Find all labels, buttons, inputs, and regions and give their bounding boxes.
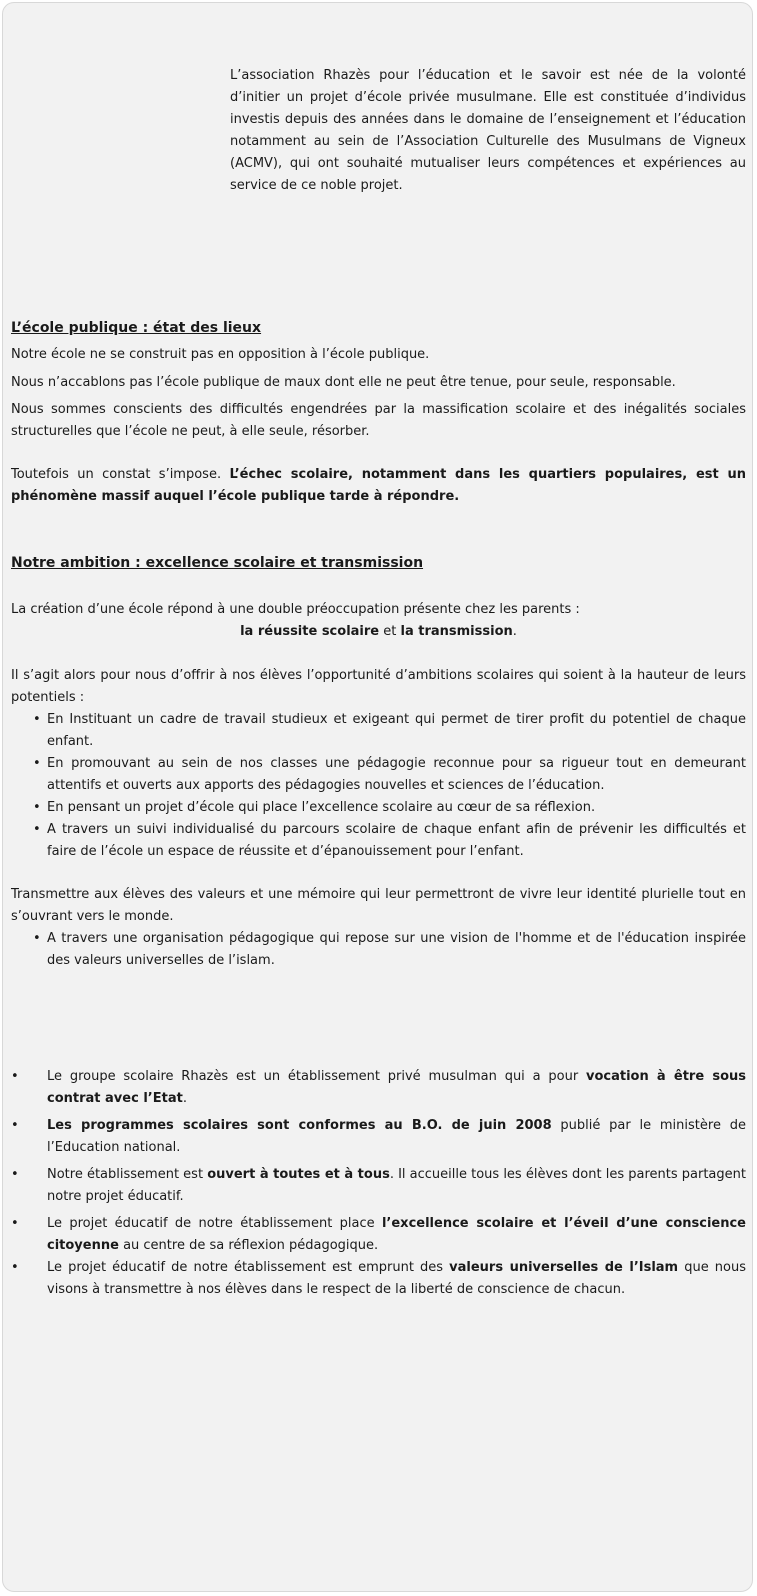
section-heading-ecole-publique: L’école publique : état des lieux xyxy=(11,320,262,336)
text: . Il accueille tous les élèves dont les parents partagent notre projet éducatif. xyxy=(47,1167,746,1204)
paragraph-centered xyxy=(11,621,746,643)
section-heading-ambition: Notre ambition : excellence scolaire et transmission xyxy=(11,555,424,571)
text: Toutefois un constat s’impose. xyxy=(11,467,230,482)
bold-text: vocation à être sous contrat avec l’Etat xyxy=(47,1069,746,1106)
list-item: • A travers une organisation pédagogique qui repose sur une vision de l'homme et de l'éducation inspirée des valeurs universelles de l’islam. xyxy=(47,928,746,972)
bold-text: Les programmes scolaires sont conformes au B.O. de juin 2008 xyxy=(47,1118,552,1133)
text: . xyxy=(182,1091,187,1106)
text: publié par le ministère de l’Education national. xyxy=(47,1118,746,1155)
text: au centre de sa réflexion pédagogique. xyxy=(118,1238,379,1253)
list-item xyxy=(47,1164,746,1208)
list-item xyxy=(47,1066,746,1110)
text: Le groupe scolaire Rhazès est un établissement privé musulman qui a pour xyxy=(47,1069,586,1084)
text: . xyxy=(512,624,517,639)
intro-paragraph: L’association Rhazès pour l’éducation et le savoir est née de la volonté d’initier un projet d’école privée musulmane. Elle est constituée d’individus investis depuis des années dans le domaine de l’enseignement et l’éducation notamment au sein de l’Association Culturelle des Musulmans de Vigneux (ACMV), qui ont souhaité mutualiser leurs compétences et expériences au service de ce noble projet. xyxy=(230,68,746,193)
transmission-list xyxy=(11,928,746,972)
paragraph-constat xyxy=(11,464,746,508)
paragraph: Nous sommes conscients des difficultés engendrées par la massification scolaire et des inégalités sociales structurelles que l’école ne peut, à elle seule, résorber. xyxy=(11,402,746,439)
school-facts-list xyxy=(11,1066,746,1301)
bold-text: ouvert à toutes et à tous xyxy=(207,1167,390,1182)
paragraph: La création d’une école répond à une double préoccupation présente chez les parents : xyxy=(11,602,580,617)
list-item xyxy=(47,1213,746,1257)
paragraph: Nous n’accablons pas l’école publique de maux dont elle ne peut être tenue, pour seule, responsable. xyxy=(11,375,676,390)
bold-text: la transmission xyxy=(400,624,513,639)
list-item: • En promouvant au sein de nos classes une pédagogie reconnue pour sa rigueur tout en demeurant attentifs et ouverts aux apports des pédagogies nouvelles et sciences de l’éducation. xyxy=(47,753,746,797)
paragraph: Notre école ne se construit pas en opposition à l’école publique. xyxy=(11,347,430,362)
text: Le projet éducatif de notre établissement place xyxy=(47,1216,382,1231)
bold-text: la réussite scolaire xyxy=(240,624,380,639)
text: que nous visons à transmettre à nos élèves dans le respect de la liberté de conscience de chacun. xyxy=(47,1260,746,1297)
list-item xyxy=(47,1257,746,1301)
bold-text: L’échec scolaire, notamment dans les quartiers populaires, est un phénomène massif auquel l’école publique tarde à répondre. xyxy=(11,467,746,504)
bold-text: valeurs universelles de l’Islam xyxy=(449,1260,679,1275)
list-item xyxy=(47,1115,746,1159)
bold-text: l’excellence scolaire et l’éveil d’une conscience citoyenne xyxy=(47,1216,746,1253)
list-item: • En pensant un projet d’école qui place l’excellence scolaire au cœur de sa réflexion. xyxy=(47,797,746,819)
ambition-list xyxy=(11,709,746,863)
text: Le projet éducatif de notre établissement est emprunt des xyxy=(47,1260,450,1275)
list-item: • A travers un suivi individualisé du parcours scolaire de chaque enfant afin de prévenir les difficultés et faire de l’école un espace de réussite et d’épanouissement pour l’enfant. xyxy=(47,819,746,863)
paragraph: Il s’agit alors pour nous d’offrir à nos élèves l’opportunité d’ambitions scolaires qui soient à la hauteur de leurs potentiels : xyxy=(11,668,746,705)
text: Notre établissement est xyxy=(47,1167,208,1182)
paragraph: Transmettre aux élèves des valeurs et une mémoire qui leur permettront de vivre leur identité plurielle tout en s’ouvrant vers le monde. xyxy=(11,887,746,924)
list-item: • En Instituant un cadre de travail studieux et exigeant qui permet de tirer profit du potentiel de chaque enfant. xyxy=(47,709,746,753)
text: et xyxy=(379,624,401,639)
